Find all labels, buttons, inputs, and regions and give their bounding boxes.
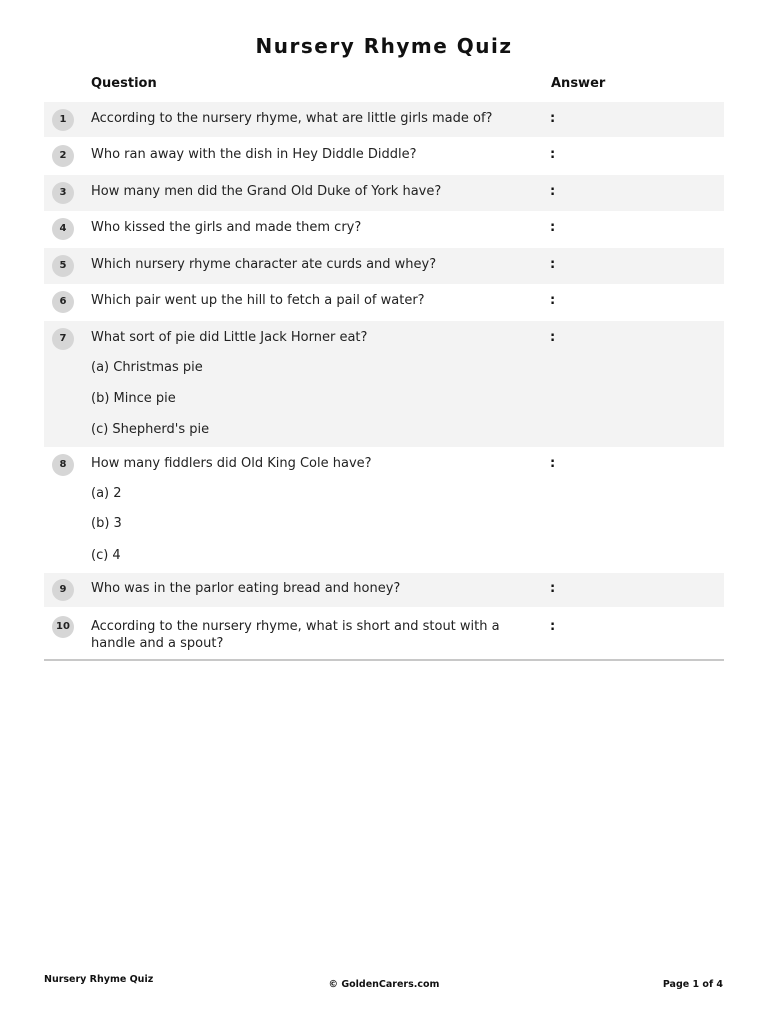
question-number-badge: 4 <box>52 218 74 240</box>
question-number-badge: 10 <box>52 616 74 638</box>
answer-marker: : <box>550 184 556 199</box>
question-text: According to the nursery rhyme, what is short and stout with a handle and a spout? <box>91 619 500 651</box>
question-column-header: Question <box>91 76 157 91</box>
question-text: Who kissed the girls and made them cry? <box>91 220 362 235</box>
answer-marker: : <box>550 456 556 471</box>
answer-marker: : <box>550 581 556 596</box>
question-number-badge: 8 <box>52 454 74 476</box>
question-text: Which nursery rhyme character ate curds and whey? <box>91 257 437 272</box>
question-row <box>44 321 724 447</box>
question-row <box>44 137 724 175</box>
question-row <box>44 607 724 659</box>
question-number-badge: 6 <box>52 291 74 313</box>
question-row <box>44 211 724 248</box>
answer-marker: : <box>550 257 556 272</box>
question-number-badge: 9 <box>52 579 74 601</box>
page-title: Nursery Rhyme Quiz <box>255 34 513 58</box>
answer-marker: : <box>550 147 556 162</box>
question-number-badge: 3 <box>52 182 74 204</box>
question-row <box>44 284 724 321</box>
question-text: What sort of pie did Little Jack Horner eat? <box>91 330 368 345</box>
question-number-badge: 2 <box>52 145 74 167</box>
question-number-badge: 7 <box>52 328 74 350</box>
question-row <box>44 447 724 573</box>
question-row <box>44 175 724 211</box>
answer-marker: : <box>550 330 556 345</box>
quiz-table <box>44 102 724 661</box>
question-text: Which pair went up the hill to fetch a pail of water? <box>91 293 425 308</box>
question-text: How many men did the Grand Old Duke of York have? <box>91 184 442 199</box>
answer-marker: : <box>550 293 556 308</box>
answer-marker: : <box>550 220 556 235</box>
answer-option: (c) Shepherd's pie <box>91 422 210 437</box>
question-text: According to the nursery rhyme, what are little girls made of? <box>91 111 493 126</box>
answer-column-header: Answer <box>551 76 606 91</box>
footer-document-title: Nursery Rhyme Quiz <box>44 974 154 985</box>
answer-option: (a) 2 <box>91 486 122 501</box>
question-row <box>44 248 724 284</box>
answer-option: (b) Mince pie <box>91 391 176 406</box>
question-text: Who was in the parlor eating bread and honey? <box>91 581 401 596</box>
footer-page-number: Page 1 of 4 <box>662 979 723 990</box>
answer-marker: : <box>550 111 556 126</box>
question-row <box>44 102 724 137</box>
question-number-badge: 5 <box>52 255 74 277</box>
question-row <box>44 573 724 607</box>
question-number-badge: 1 <box>52 109 74 131</box>
answer-option: (a) Christmas pie <box>91 360 203 375</box>
question-text: Who ran away with the dish in Hey Diddle Diddle? <box>91 147 417 162</box>
question-text: How many fiddlers did Old King Cole have? <box>91 456 372 471</box>
answer-marker: : <box>550 619 556 634</box>
answer-option: (b) 3 <box>91 516 122 531</box>
footer-copyright: © GoldenCarers.com <box>328 979 440 990</box>
answer-option: (c) 4 <box>91 548 121 563</box>
